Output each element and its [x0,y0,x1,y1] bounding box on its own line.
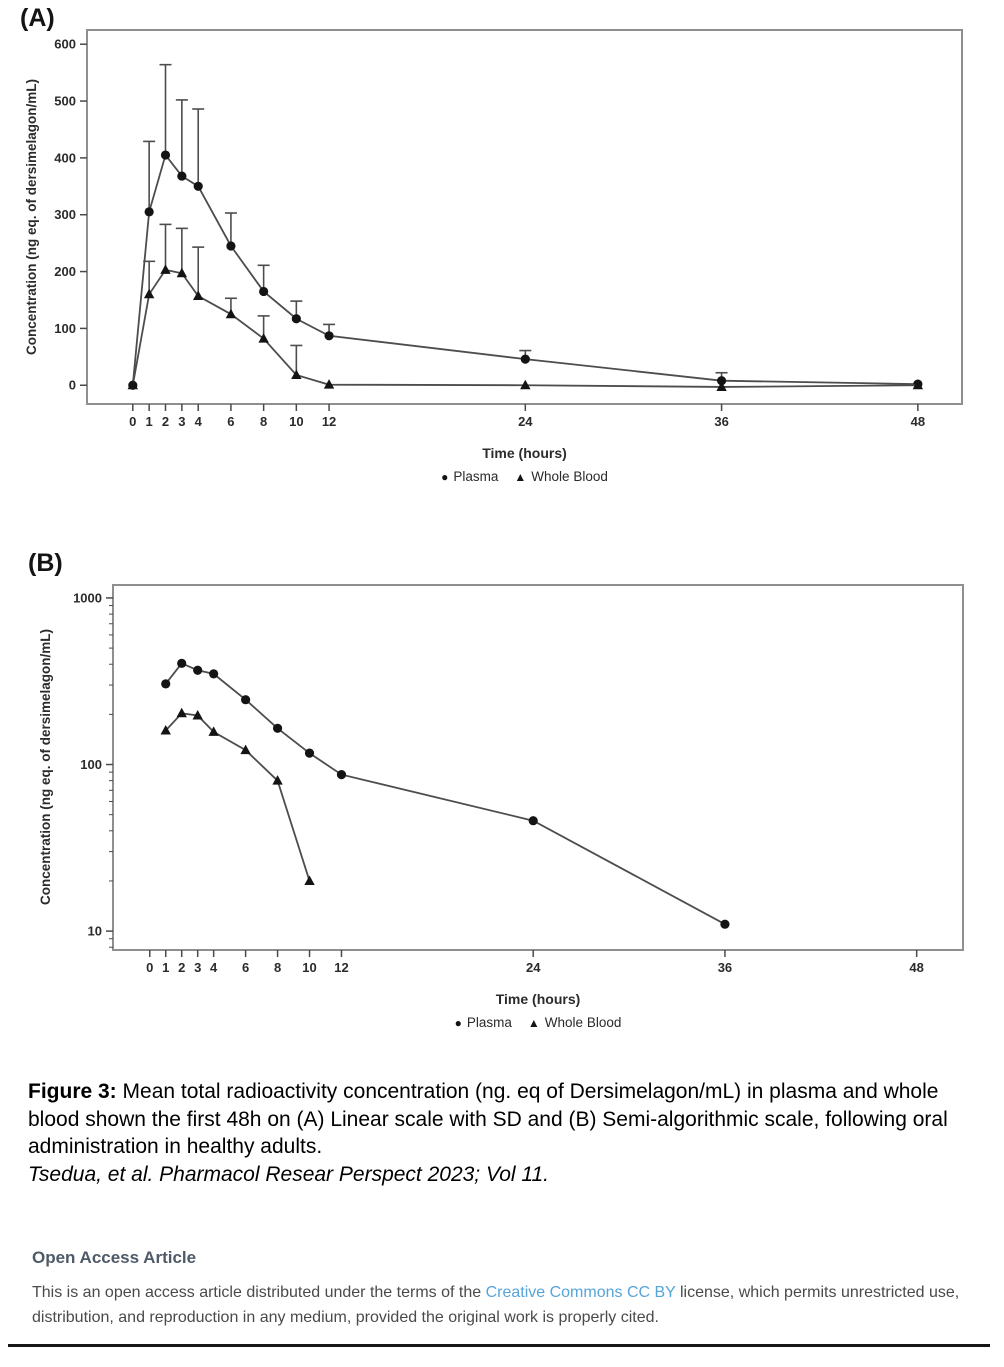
svg-text:0: 0 [129,414,137,429]
circle-marker-icon: ● [454,1015,462,1030]
svg-text:6: 6 [227,414,235,429]
svg-text:24: 24 [518,414,533,429]
open-access-text [32,1281,992,1331]
chart-b-x-axis-title: Time (hours) [495,991,581,1007]
svg-text:2: 2 [161,414,170,429]
legend-item-plasma [455,1015,512,1030]
svg-text:0: 0 [146,960,154,975]
svg-text:1000: 1000 [73,590,102,606]
license-text-before: This is an open access article distributed under the terms of the [32,1284,486,1301]
legend-label: Plasma [466,1015,512,1030]
open-access-section [32,1248,992,1331]
svg-text:0: 0 [68,377,76,393]
svg-text:6: 6 [241,960,250,975]
svg-text:48: 48 [910,414,926,429]
legend-label: Whole Blood [531,469,608,484]
legend-label: Whole Blood [544,1015,622,1030]
caption-text [28,1078,986,1161]
figure-number-label: Figure 3: [28,1080,117,1103]
license-text-after: license, which permits unrestricted use, distribution, and reproduction in any medium, provided the original work is properly cited. [32,1284,960,1326]
open-access-heading: Open Access Article [32,1248,197,1267]
legend-label: Plasma [453,469,499,484]
svg-text:200: 200 [54,264,76,280]
svg-text:24: 24 [525,960,541,975]
svg-text:600: 600 [54,36,76,52]
legend-item-whole-blood [528,1015,621,1030]
caption-body: Mean total radioactivity concentration (ng. eq of Dersimelagon/mL) in plasma and whole blood shown the first 48h on (A) Linear scale with SD and (B) Semi-algorithmic scale, following oral administration in healthy adults. [28,1080,948,1159]
citation-source: Tsedua, et al. Pharmacol Resear Perspect 2023; Vol 11. [28,1163,550,1187]
svg-text:2: 2 [178,960,186,975]
svg-text:10: 10 [302,960,317,975]
svg-text:100: 100 [54,320,76,336]
svg-text:8: 8 [260,414,268,429]
bottom-divider [8,1344,990,1347]
creative-commons-link[interactable]: Creative Commons CC BY [485,1284,676,1301]
svg-text:3: 3 [178,414,186,429]
svg-text:400: 400 [54,150,76,166]
svg-text:100: 100 [80,757,102,773]
chart-a-y-axis-title: Concentration (ng eq. of dersimelagon/mL) [24,79,39,356]
chart-b-legend [113,1015,963,1030]
figure-caption [28,1078,986,1189]
svg-text:48: 48 [909,960,924,975]
svg-text:10: 10 [87,923,102,939]
svg-text:36: 36 [717,960,733,975]
svg-text:500: 500 [54,93,76,109]
panel-b-label: (B) [28,549,63,577]
svg-text:1: 1 [145,414,153,429]
svg-text:8: 8 [273,960,282,975]
panel-a-label: (A) [20,4,55,32]
circle-marker-icon: ● [441,469,449,484]
chart-a-plot [0,0,1004,440]
svg-text:3: 3 [194,960,202,975]
chart-a-legend [87,469,962,484]
chart-b-plot [0,555,1004,985]
svg-text:12: 12 [334,960,349,975]
svg-text:4: 4 [194,414,202,429]
chart-b-y-axis-title: Concentration (ng eq. of dersimelagon/mL) [38,629,53,906]
svg-text:10: 10 [289,414,304,429]
legend-item-plasma [441,469,498,484]
svg-text:300: 300 [54,207,76,223]
chart-a-x-axis-title: Time (hours) [482,445,567,461]
triangle-marker-icon: ▲ [514,469,527,484]
svg-text:4: 4 [210,960,218,975]
svg-text:36: 36 [714,414,729,429]
legend-item-whole-blood [514,469,607,484]
svg-text:12: 12 [321,414,337,429]
svg-text:1: 1 [162,960,170,975]
triangle-marker-icon: ▲ [527,1015,540,1030]
